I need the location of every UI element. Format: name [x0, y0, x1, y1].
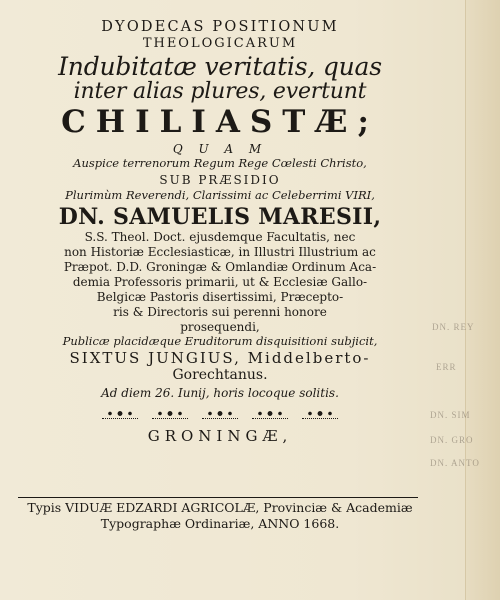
bleed-through-text: ERR [436, 362, 457, 372]
imprint-block [6, 502, 434, 530]
imprint-rule [18, 497, 418, 498]
plurimum-line: Plurimùm Reverendi, Clarissimi ac Celeberrimi VIRI, [65, 188, 375, 202]
page-edge [465, 0, 500, 600]
sub-praesidio-line: SUB PRÆSIDIO [159, 173, 281, 187]
praeses-name: DN. SAMUELIS MARESII, [58, 203, 382, 230]
title-line-4: inter alias plures, evertunt [73, 78, 367, 104]
bleed-through-text: DN. SIM [430, 410, 471, 420]
ornament-row [10, 409, 430, 419]
bleed-through-text: DN. ANTO [430, 458, 480, 468]
title-block [10, 18, 430, 444]
bleed-through-text: DN. GRO [430, 435, 474, 445]
praeses-line-5: Belgicæ Pastoris disertissimi, Præcepto- [96, 289, 344, 304]
title-line-2: THEOLOGICARUM [142, 35, 298, 51]
ornament [252, 409, 288, 419]
praeses-line-2: non Historiæ Ecclesiasticæ, in Illustri Illustrium ac [64, 244, 376, 259]
praeses-line-1: S.S. Theol. Doct. ejusdemque Facultatis, nec [84, 229, 356, 244]
respondens-origin: Gorechtanus. [172, 367, 268, 383]
printer-line: Typis VIDUÆ EDZARDI AGRICOLÆ, Provinciæ & Academiæ [27, 500, 413, 515]
quam-line: Q U A M [172, 141, 268, 156]
praeses-line-3: Præpot. D.D. Groningæ & Omlandiæ Ordinum Aca- [63, 259, 377, 274]
ornament [202, 409, 238, 419]
respondens-name: SIXTUS JUNGIUS, Middelberto- [69, 349, 371, 367]
date-line: Ad diem 26. Iunij, horis locoque solitis. [101, 386, 339, 400]
ornament [152, 409, 188, 419]
publicae-line: Publicæ placidæque Eruditorum disquisitioni subjicit, [62, 333, 378, 348]
place-line: GRONINGÆ, [147, 427, 293, 445]
auspice-line: Auspice terrenorum Regum Rege Cœlesti Christo, [73, 155, 367, 170]
praeses-line-7: prosequendi, [180, 319, 260, 334]
praeses-line-4: demia Professoris primarii, ut & Ecclesiæ Gallo- [72, 274, 368, 289]
title-line-5: CHILIASTÆ; [61, 103, 379, 140]
ornament [102, 409, 138, 419]
ornament [302, 409, 338, 419]
typographer-line: Typographæ Ordinariæ, ANNO 1668. [100, 515, 340, 531]
title-line-1: DYODECAS POSITIONUM [101, 19, 339, 35]
title-line-3: Indubitatæ veritatis, quas [58, 51, 382, 81]
bleed-through-text: DN. REY [432, 322, 475, 332]
praeses-line-6: ris & Directoris sui perenni honore [113, 304, 327, 319]
